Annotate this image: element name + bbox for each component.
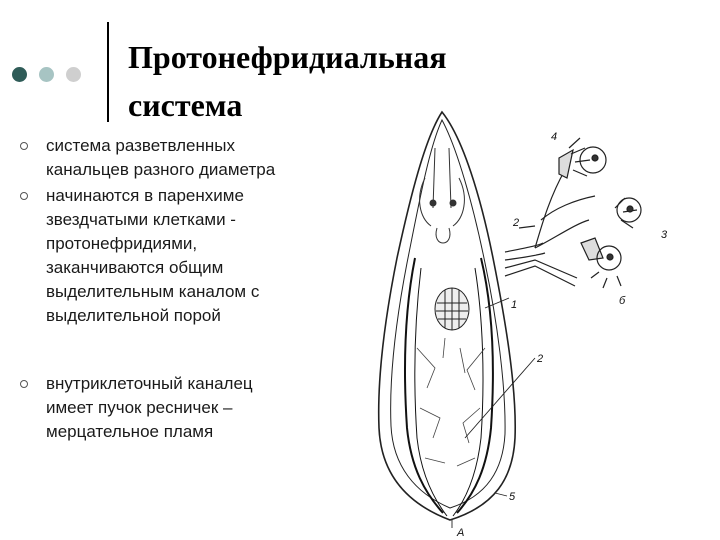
figure-labels	[456, 131, 668, 539]
bullet-circle-icon	[20, 192, 28, 200]
bullet-line: заканчиваются общим	[46, 258, 224, 277]
bullet-line: звездчатыми клетками -	[46, 210, 236, 229]
decorative-dots	[12, 67, 102, 83]
fine-branches	[417, 338, 485, 466]
decor-dot-dark	[12, 67, 27, 82]
protonephridia-diagram	[345, 108, 715, 540]
bullet-line: начинаются в паренхиме	[46, 186, 244, 205]
anterior-structures	[420, 148, 465, 243]
label-5: 5	[509, 491, 516, 503]
pharynx	[435, 288, 469, 330]
label-4: 4	[551, 131, 558, 143]
bullet-item-2	[20, 184, 320, 328]
bullet-line: канальцев разного диаметра	[46, 160, 276, 179]
decor-dot-teal	[39, 67, 54, 82]
bullet-circle-icon	[20, 142, 28, 150]
title-line-2: система	[128, 87, 243, 123]
bullet-item-3	[20, 372, 320, 444]
label-A: А	[457, 527, 465, 539]
label-leaders	[452, 298, 535, 528]
bullet-line: выделительной порой	[46, 306, 221, 325]
title-divider	[107, 22, 109, 122]
label-3: 3	[661, 229, 668, 241]
bullet-line: система разветвленных	[46, 136, 235, 155]
bullet-line: внутриклеточный каналец	[46, 374, 253, 393]
bullet-circle-icon	[20, 380, 28, 388]
bullet-item-1	[20, 134, 320, 182]
detail-inset	[505, 138, 641, 288]
label-1: 1	[511, 299, 518, 311]
label-6: б	[619, 295, 626, 307]
title-line-1: Протонефридиальная	[128, 39, 447, 75]
bullet-line: имеет пучок ресничек –	[46, 398, 233, 417]
label-2-top: 2	[513, 217, 520, 229]
bullet-line: протонефридиями,	[46, 234, 198, 253]
bullet-line: мерцательное пламя	[46, 422, 214, 441]
label-2-mid: 2	[537, 353, 544, 365]
bullet-line: выделительным каналом с	[46, 282, 260, 301]
decor-dot-grey	[66, 67, 81, 82]
bullet-list	[20, 134, 320, 444]
